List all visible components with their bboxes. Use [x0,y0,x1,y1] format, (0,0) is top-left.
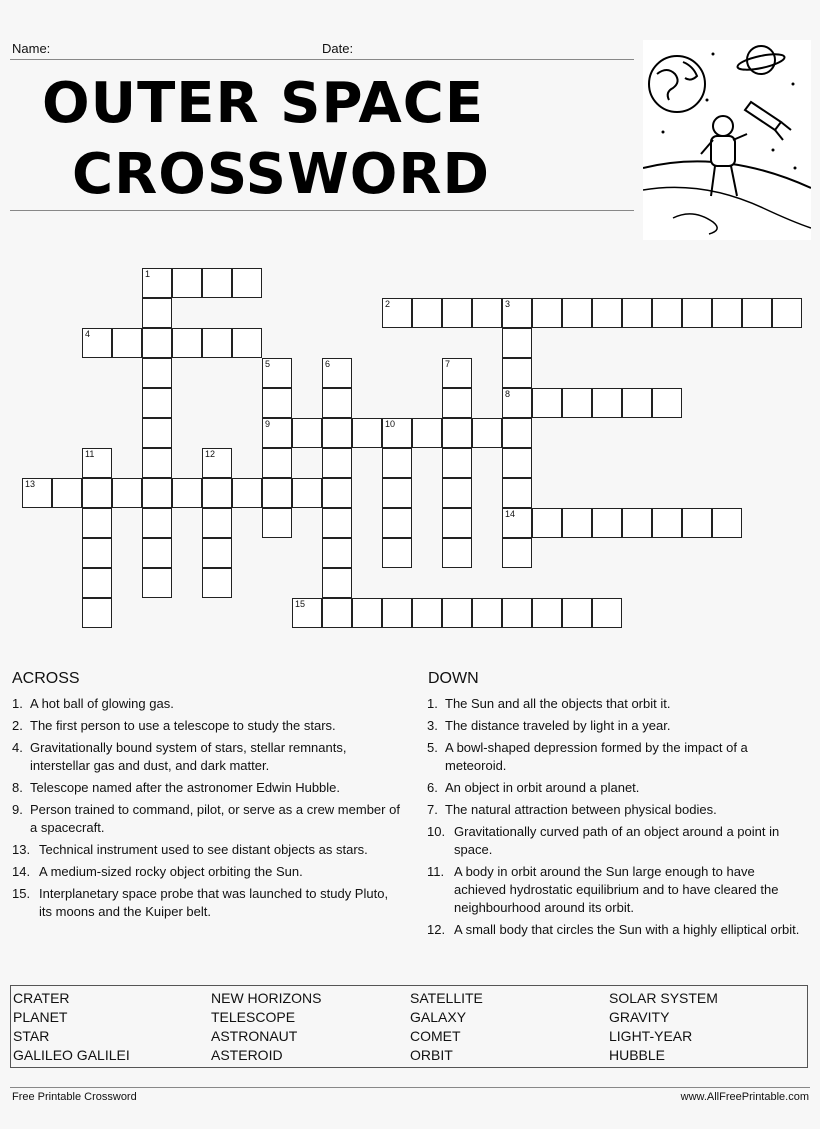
cell-number: 12 [205,449,216,459]
crossword-cell[interactable] [592,598,622,628]
crossword-cell[interactable] [472,298,502,328]
word-bank-item: STAR [13,1028,50,1044]
cell-number: 9 [265,419,271,429]
crossword-cell[interactable] [652,388,682,418]
clue-number: 3. [427,718,438,733]
crossword-cell[interactable] [142,298,172,328]
crossword-cell[interactable] [442,448,472,478]
cell-number: 1 [145,269,151,279]
word-bank-item: SOLAR SYSTEM [609,990,718,1006]
crossword-cell[interactable] [232,268,262,298]
cell-number: 6 [325,359,331,369]
word-bank-item: ASTEROID [211,1047,283,1063]
crossword-cell[interactable] [142,358,172,388]
clue-text: Technical instrument used to see distant objects as stars. [39,842,368,857]
across-clue [12,779,404,797]
title-line-1: OUTER SPACE [42,71,485,136]
crossword-cell[interactable] [382,508,412,538]
crossword-cell[interactable] [142,568,172,598]
clue-text: The first person to use a telescope to study the stars. [30,718,336,733]
crossword-cell[interactable] [82,568,112,598]
down-heading: DOWN [428,670,479,687]
crossword-cell[interactable] [232,478,262,508]
name-label: Name: [12,41,51,56]
crossword-cell[interactable] [742,298,772,328]
date-label: Date: [322,41,354,56]
clue-text: Person trained to command, pilot, or serve as a crew member of a spacecraft. [30,802,400,835]
crossword-cell[interactable] [502,508,532,538]
clue-number: 13. [12,842,31,857]
across-clue [12,695,404,713]
across-clue [12,739,404,775]
cell-number: 2 [385,299,391,309]
crossword-cell[interactable] [502,478,532,508]
crossword-cell[interactable] [502,388,532,418]
clue-text: An object in orbit around a planet. [445,780,640,795]
crossword-cell[interactable] [472,418,502,448]
crossword-cell[interactable] [442,298,472,328]
word-bank-column [13,989,130,1065]
word-bank [10,985,808,1068]
clue-text: A medium-sized rocky object orbiting the Sun. [39,864,303,879]
crossword-cell[interactable] [712,298,742,328]
crossword-cell[interactable] [502,538,532,568]
crossword-cell[interactable] [202,508,232,538]
clue-number: 7. [427,802,438,817]
crossword-cell[interactable] [592,508,622,538]
word-bank-item: CRATER [13,990,70,1006]
crossword-cell[interactable] [292,598,322,628]
cell-number: 7 [445,359,451,369]
down-clue-list [427,695,807,943]
crossword-cell[interactable] [652,508,682,538]
word-bank-item: COMET [410,1028,461,1044]
crossword-cell[interactable] [82,508,112,538]
crossword-cell[interactable] [112,328,142,358]
clue-number: 2. [12,718,23,733]
crossword-cell[interactable] [292,418,322,448]
crossword-cell[interactable] [262,508,292,538]
clue-number: 8. [12,780,23,795]
clue-number: 6. [427,780,438,795]
crossword-cell[interactable] [472,598,502,628]
crossword-cell[interactable] [232,328,262,358]
word-bank-item: GALILEO GALILEI [13,1047,130,1063]
crossword-cell[interactable] [82,448,112,478]
crossword-cell[interactable] [322,358,352,388]
crossword-cell[interactable] [262,418,292,448]
across-clue [12,863,404,881]
crossword-cell[interactable] [562,508,592,538]
crossword-cell[interactable] [532,508,562,538]
clue-number: 15. [12,886,31,901]
crossword-cell[interactable] [442,538,472,568]
clue-number: 1. [427,696,438,711]
title-line-2: CROSSWORD [72,142,490,207]
clue-text: Gravitationally curved path of an object around a point in space. [454,824,780,857]
clue-number: 12. [427,922,446,937]
down-clue [427,801,807,819]
crossword-cell[interactable] [532,388,562,418]
word-bank-column [211,989,321,1065]
footer-right: www.AllFreePrintable.com [680,1091,809,1103]
crossword-cell[interactable] [142,538,172,568]
across-clue-list [12,695,404,925]
cell-number: 11 [85,449,95,459]
across-heading: ACROSS [12,670,80,687]
clue-number: 4. [12,740,23,755]
word-bank-column [410,989,483,1065]
cell-number: 10 [385,419,396,429]
crossword-cell[interactable] [202,448,232,478]
crossword-cell[interactable] [352,598,382,628]
footer-rule [10,1087,810,1088]
crossword-cell[interactable] [82,478,112,508]
crossword-cell[interactable] [142,508,172,538]
crossword-cell[interactable] [82,598,112,628]
crossword-cell[interactable] [502,448,532,478]
crossword-cell[interactable] [622,298,652,328]
crossword-cell[interactable] [562,298,592,328]
crossword-cell[interactable] [112,478,142,508]
crossword-cell[interactable] [52,478,82,508]
across-clue [12,885,404,921]
down-clue [427,921,807,939]
crossword-cell[interactable] [382,598,412,628]
clue-text: A body in orbit around the Sun large enough to have achieved hydrostatic equilibrium and to have cleared the neighbourhood around its orbit. [454,864,779,915]
cell-number: 13 [25,479,36,489]
crossword-cell[interactable] [82,328,112,358]
crossword-cell[interactable] [532,598,562,628]
word-bank-item: HUBBLE [609,1047,666,1063]
clue-number: 11. [427,864,445,879]
crossword-cell[interactable] [502,328,532,358]
crossword-cell[interactable] [322,568,352,598]
clue-text: Interplanetary space probe that was launched to study Pluto, its moons and the Kuiper belt. [39,886,389,919]
clue-number: 14. [12,864,31,879]
cell-number: 3 [505,299,511,309]
down-clue [427,779,807,797]
clue-number: 1. [12,696,23,711]
word-bank-item: ORBIT [410,1047,453,1063]
clue-number: 9. [12,802,23,817]
crossword-cell[interactable] [322,508,352,538]
clue-number: 10. [427,824,446,839]
crossword-cell[interactable] [772,298,802,328]
word-bank-item: SATELLITE [410,990,483,1006]
crossword-cell[interactable] [172,478,202,508]
crossword-cell[interactable] [202,478,232,508]
crossword-cell[interactable] [382,418,412,448]
crossword-cell[interactable] [322,478,352,508]
crossword-cell[interactable] [412,298,442,328]
crossword-cell[interactable] [442,388,472,418]
across-clue [12,841,404,859]
crossword-cell[interactable] [412,598,442,628]
crossword-cell[interactable] [322,598,352,628]
across-clue [12,717,404,735]
cell-number: 8 [505,389,511,399]
down-clue [427,717,807,735]
down-clue [427,739,807,775]
clue-text: A hot ball of glowing gas. [30,696,174,711]
crossword-cell[interactable] [262,448,292,478]
crossword-cell[interactable] [22,478,52,508]
clue-text: Telescope named after the astronomer Edwin Hubble. [30,780,341,795]
across-clue [12,801,404,837]
clue-text: A small body that circles the Sun with a highly elliptical orbit. [454,922,800,937]
clue-text: The distance traveled by light in a year. [445,718,671,733]
crossword-cell[interactable] [592,298,622,328]
crossword-cell[interactable] [622,388,652,418]
crossword-cell[interactable] [442,478,472,508]
crossword-cell[interactable] [172,268,202,298]
crossword-cell[interactable] [502,298,532,328]
crossword-cell[interactable] [412,418,442,448]
word-bank-item: GALAXY [410,1009,467,1025]
crossword-cell[interactable] [142,448,172,478]
crossword-cell[interactable] [292,478,322,508]
clue-text: A bowl-shaped depression formed by the impact of a meteoroid. [445,740,748,773]
down-clue [427,695,807,713]
cell-number: 5 [265,359,271,369]
crossword-cell[interactable] [442,418,472,448]
crossword-cell[interactable] [202,328,232,358]
cell-number: 14 [505,509,516,519]
crossword-cell[interactable] [322,538,352,568]
word-bank-item: PLANET [13,1009,68,1025]
crossword-cell[interactable] [262,388,292,418]
crossword-cell[interactable] [322,448,352,478]
down-clue [427,823,807,859]
clue-text: The Sun and all the objects that orbit it. [445,696,671,711]
crossword-cell[interactable] [142,328,172,358]
word-bank-item: NEW HORIZONS [211,990,322,1006]
crossword-cell[interactable] [262,358,292,388]
crossword-cell[interactable] [442,508,472,538]
crossword-cell[interactable] [382,478,412,508]
word-bank-item: TELESCOPE [211,1009,296,1025]
crossword-cell[interactable] [142,478,172,508]
crossword-cell[interactable] [262,478,292,508]
crossword-cell[interactable] [562,598,592,628]
crossword-cell[interactable] [202,538,232,568]
crossword-cell[interactable] [322,388,352,418]
crossword-cell[interactable] [622,508,652,538]
crossword-cell[interactable] [382,538,412,568]
cell-number: 15 [295,599,306,609]
crossword-cell[interactable] [142,388,172,418]
clue-number: 5. [427,740,438,755]
crossword-cell[interactable] [562,388,592,418]
crossword-cell[interactable] [682,508,712,538]
word-bank-item: ASTRONAUT [211,1028,298,1044]
crossword-cell[interactable] [592,388,622,418]
crossword-cell[interactable] [142,418,172,448]
word-bank-item: LIGHT-YEAR [609,1028,693,1044]
crossword-cell[interactable] [682,298,712,328]
crossword-cell[interactable] [322,418,352,448]
crossword-cell[interactable] [442,358,472,388]
crossword-cell[interactable] [442,598,472,628]
crossword-cell[interactable] [382,298,412,328]
word-bank-column [609,989,718,1065]
crossword-cell[interactable] [142,268,172,298]
crossword-cell[interactable] [352,418,382,448]
down-clue [427,863,807,917]
crossword-cell[interactable] [502,418,532,448]
word-bank-item: GRAVITY [609,1009,670,1025]
clue-text: Gravitationally bound system of stars, stellar remnants, interstellar gas and dust, and dark matter. [30,740,347,773]
crossword-cell[interactable] [502,598,532,628]
crossword-cell[interactable] [202,268,232,298]
crossword-cell[interactable] [202,568,232,598]
footer-left: Free Printable Crossword [12,1091,137,1103]
crossword-cell[interactable] [502,358,532,388]
crossword-cell[interactable] [382,448,412,478]
crossword-cell[interactable] [172,328,202,358]
crossword-cell[interactable] [652,298,682,328]
crossword-cell[interactable] [532,298,562,328]
crossword-cell[interactable] [712,508,742,538]
cell-number: 4 [85,329,91,339]
clue-text: The natural attraction between physical bodies. [445,802,717,817]
crossword-cell[interactable] [82,538,112,568]
